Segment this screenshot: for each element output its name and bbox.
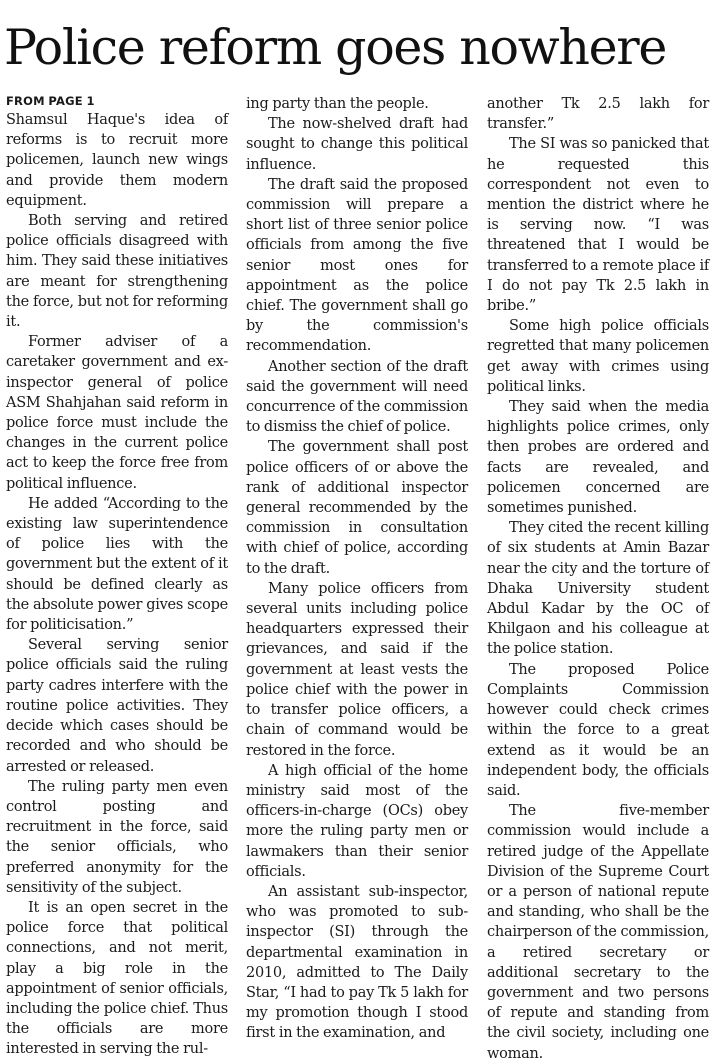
paragraph: The SI was so panicked that he requested this correspondent not even to mention the district where he is serving now. “I was threatened that I would be transferred to a remote place if I do not pay Tk 2.5 lakh in bribe.” bbox=[487, 136, 709, 315]
column-1 bbox=[6, 94, 228, 1058]
paragraph: It is an open secret in the police force that political connections, and not merit, play a big role in the appointment of senior officials, including the police chief. Thus the officials are more interested in serving the rul- bbox=[6, 899, 228, 1058]
paragraph: The government shall post police officers of or above the rank of additional inspector general recommended by the commission in consultation with chief of police, according to the draft. bbox=[246, 439, 468, 577]
paragraph: An assistant sub-inspector, who was promoted to sub-inspector (SI) through the departmental examination in 2010, admitted to The Daily Star, “I had to pay Tk 5 lakh for my promotion though I stood first in the examination, and bbox=[246, 883, 468, 1042]
article-body bbox=[6, 94, 710, 1062]
kicker-from-page-1: FROM PAGE 1 bbox=[6, 94, 95, 108]
paragraph: He added “According to the existing law superintendence of police lies with the government but the extent of it should be defined clearly as the absolute power gives scope for politicisation.” bbox=[6, 495, 228, 634]
paragraph: They said when the media highlights police crimes, only then probes are ordered and facts are revealed, and policemen concerned are sometimes punished. bbox=[487, 399, 709, 517]
headline: Police reform goes nowhere bbox=[4, 19, 667, 76]
paragraph: ing party than the people. bbox=[246, 96, 429, 112]
paragraph: The ruling party men even control posting and recruitment in the force, said the senior officials, who preferred anonymity for the sensitivity of the subject. bbox=[6, 778, 228, 896]
paragraph: Another section of the draft said the government will need concurrence of the commission to dismiss the chief of police. bbox=[246, 358, 468, 436]
paragraph: another Tk 2.5 lakh for transfer.” bbox=[487, 96, 709, 133]
paragraph: Some high police officials regretted that many policemen get away with crimes using political links. bbox=[487, 318, 709, 395]
paragraph: Several serving senior police officials said the ruling party cadres interfere with the routine police activities. They decide which cases should be recorded and who should be arrested or released. bbox=[6, 637, 228, 775]
paragraph: Shamsul Haque's idea of reforms is to recruit more policemen, launch new wings and provide them modern equipment. bbox=[6, 112, 228, 209]
paragraph: Former adviser of a caretaker government and ex-inspector general of police ASM Shahjahan said reform in police force must include the changes in the current police act to keep the force free from political influence. bbox=[6, 334, 228, 492]
paragraph: A high official of the home ministry said most of the officers-in-charge (OCs) obey more the ruling party men or lawmakers than their senior officials. bbox=[246, 762, 468, 880]
paragraph: The five-member commission would include a retired judge of the Appellate Division of the Supreme Court or a person of national repute and standing, who shall be the chairperson of the commission, a retired secretary or additional secretary to the government and two persons of repute and standing from the civil society, including one woman. bbox=[487, 803, 709, 1062]
column-2 bbox=[246, 94, 468, 1046]
paragraph: Both serving and retired police officials disagreed with him. They said these initiatives are meant for strengthening the force, but not for reforming it. bbox=[6, 213, 228, 331]
paragraph: The draft said the proposed commission will prepare a short list of three senior police officials from among the five senior most ones for appointment as the police chief. The government shall go by the commission's recommendation. bbox=[246, 176, 468, 355]
paragraph: The now-shelved draft had sought to change this political influence. bbox=[246, 116, 468, 173]
column-3 bbox=[487, 94, 709, 1062]
paragraph: Many police officers from several units including police headquarters expressed their grievances, and said if the government at least vests the police chief with the power in to transfer police officers, a chain of command would be restored in the force. bbox=[246, 580, 468, 759]
paragraph: The proposed Police Complaints Commission however could check crimes within the force to a great extend as it would be an independent body, the officials said. bbox=[487, 661, 709, 799]
paragraph: They cited the recent killing of six students at Amin Bazar near the city and the torture of Dhaka University student Abdul Kadar by the OC of Khilgaon and his colleague at the police station. bbox=[487, 520, 709, 658]
